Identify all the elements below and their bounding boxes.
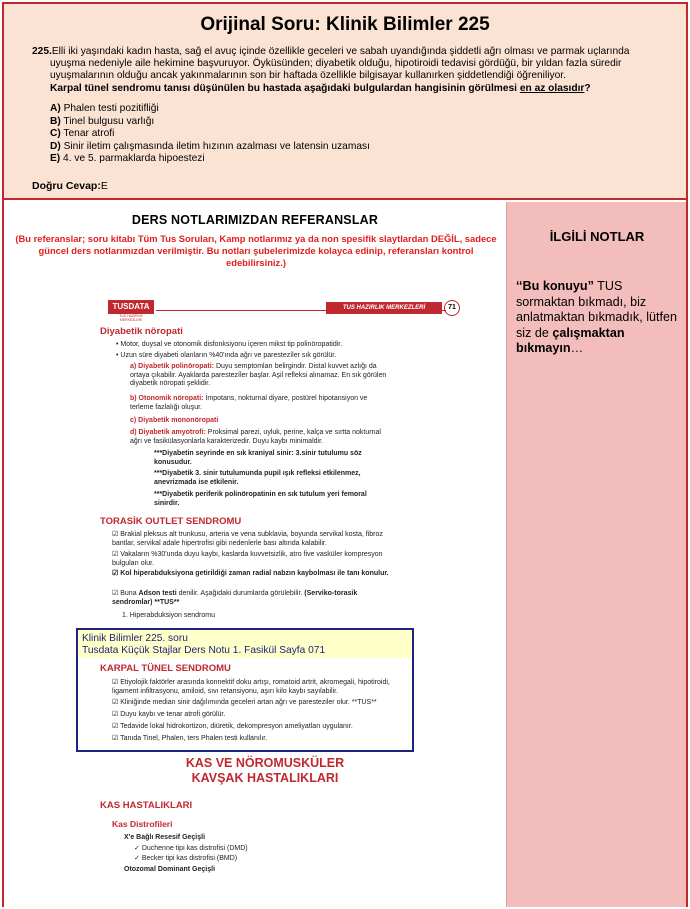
book-text: Vakaların %30'unda duyu kaybı, kaslarda kuvvetsizlik, atro five vasküler kompresyon bulguları olur. <box>112 551 383 567</box>
reference-label <box>78 630 412 658</box>
book-text: Etiyolojik faktörler arasında konnektif doku artışı, romatoid artrit, akromegali, hipotiroidi, ligament infiltrasyonu, amiloid, sıvı retansiyonu, aşırı kilo kaybı sayılabilir. <box>112 679 390 695</box>
option-letter: D) <box>50 140 61 152</box>
references-title: DERS NOTLARIMIZDAN REFERANSLAR <box>131 213 379 227</box>
options-list <box>50 103 642 166</box>
heading-karpal: KARPAL TÜNEL SENDROMU <box>100 663 231 674</box>
book-text: Uzun süre diyabeti olanların %40'ında ağrı ve parestezíler sık görülür. <box>120 352 337 359</box>
notes-quote-open: ‘‘ <box>516 279 523 293</box>
book-subtitle: d) Diyabetik amyotrofi: <box>130 429 206 436</box>
option-text: Phalen testi pozitifliği <box>63 103 159 114</box>
reference-label-line2: Tusdata Küçük Stajlar Ders Notu 1. Fasikül Sayfa 071 <box>82 644 326 656</box>
book-line: ☑ Tedavide lokal hidrokortizon, diüretik, dekompresyon ameliyatları uygulanır. <box>112 723 353 730</box>
notes-text <box>516 279 678 357</box>
book-text: Tanıda Tinel, Phalen, ters Phalen testi kullanılır. <box>120 735 268 742</box>
book-text: denilir. Aşağıdaki durumlarda görülebilir. <box>176 590 305 597</box>
header-title: TUS HAZIRLIK MERKEZLERİ <box>326 302 442 314</box>
page-frame <box>2 2 688 907</box>
heading-distrofi: Kas Distrofileri <box>112 819 173 829</box>
book-line: • Uzun süre diyabeti olanların %40'ında ağrı ve parestezíler sık görülür. <box>116 352 337 359</box>
book-item-b <box>130 395 392 412</box>
book-line: ☑ Kliniğinde median sinir dağılımında geceleri artan ağrı ve paresteziler olur. **TUS** <box>112 699 377 706</box>
book-text: Kliniğinde median sinir dağılımında geceleri artan ağrı ve paresteziler olur. **TUS** <box>120 699 377 706</box>
book-text: Duyu kaybı ve tenar atrofi görülür. <box>120 711 226 718</box>
book-star-note: ***Diyabetik 3. sinir tutulumunda pupil ışık refleksi etkilenmez, anevrizmada ise etkilenir. <box>154 470 361 486</box>
section-title-line2: KAVŞAK HASTALIKLARI <box>191 771 339 785</box>
book-star-note: ***Diyabetik periferik polinöropatinin en sık tutulum yeri femoral sinirdir. <box>154 491 367 507</box>
book-text: Proksimal parezi, uyluk, perine, kalça ve sırtta nokturnal ağrı ve fasikülasyonlarla karakterizedir. Duyu kaybı minimaldir. <box>130 429 381 445</box>
option-e[interactable] <box>50 153 642 166</box>
book-line: ☑ Vakaların %30'unda duyu kaybı, kaslarda kuvvetsizlik, atro five vasküler kompresyon bulguları olur. <box>112 551 383 567</box>
heading-torasik: TORASİK OUTLET SENDROMU <box>100 516 242 527</box>
notes-panel <box>506 202 686 907</box>
option-letter: B) <box>50 115 61 127</box>
book-line: ☑ Etiyolojik faktörler arasında konnektif doku artışı, romatoid artrit, akromegali, hipotiroidi, ligament infiltrasyonu, amiloid, sıvı retansiyonu, aşırı kilo kaybı sayılabilir. <box>112 679 390 695</box>
book-text: Tedavide lokal hidrokortizon, diüretik, dekompresyon ameliyatları uygulanır. <box>120 723 353 730</box>
book-text: Brakial pleksus alt trunkusu, arteria ve vena subklavia, boyunda servikal kosta, fibroz bantlar, servikal adale hipertrofisi gibi nedenlerle bası altında kalabilir. <box>112 531 383 547</box>
notes-bold-1: Bu konuyu” <box>522 279 594 293</box>
question-number: 225. <box>32 46 52 57</box>
book-text: Adson testi <box>138 590 177 597</box>
book-text: 1. Hiperabduksiyon sendromu <box>122 612 215 619</box>
option-b[interactable] <box>50 116 642 129</box>
book-text: İmpotans, nokturnal diyare, postürel hipotansiyon ve terleme fazlalığı oluşur. <box>130 395 368 411</box>
book-subtitle: b) Otonomik nöropati: <box>130 395 204 402</box>
option-text: 4. ve 5. parmaklarda hipoestezi <box>63 153 205 164</box>
book-text: Motor, duysal ve otonomik disfonksiyonu içeren mikst tip polinöropatidir. <box>120 341 343 348</box>
option-a[interactable] <box>50 103 642 116</box>
question-body <box>32 46 642 166</box>
notes-text-1: TUS sormaktan bıkmadı, biz anlatmaktan bıkmadık, lütfen siz de <box>516 279 678 340</box>
tusdata-logo: TUSDATA <box>108 300 154 314</box>
question-text-block <box>32 46 642 82</box>
book-text: Duyu semptomları belirgindir. Distal kuvvet azlığı da ortaya çıkabilir. Ayaklarda parestezíler başlar. Aşil refleksi alınamaz. En sık görülen diyabetik nöropati şeklidir. <box>130 363 387 388</box>
option-text: Sinir iletim çalışmasında iletim hızının azalması ve latensin uzaması <box>63 140 370 152</box>
heading-diyabetik: Diyabetik nöropati <box>100 326 183 337</box>
book-line: Otozomal Dominant Geçişli <box>124 866 216 873</box>
references-note: (Bu referanslar; soru kitabı Tüm Tus Soruları, Kamp notlarımız ya da non spesifik slaytlardan DEĞİL, sadece güncel ders notlarımızdan verilmiştir. Bu notları şubelerimizde kolayca edinip, referansları kontrol edebilirsiniz.) <box>15 233 497 268</box>
answer-value: E <box>100 180 108 192</box>
question-text: Elli iki yaşındaki kadın hasta, sağ el avuç içinde özellikle geceleri ve sabah uyandığında şiddetli ağrı olması ve parmak uçlarında uyuşma nedeniyle aile hekimine başvuruyor. Öyküsünden; diyabetik olduğu, hipotiroidi tedavisi gördüğü, bir yıldan fazla süredir uyuşmalarının olduğu ancak yakınmalarının son bir haftada özellikle bilgisayar kullanırken şiddetlendiği öğreniliyor. <box>50 46 630 81</box>
book-line: ☑ Tanıda Tinel, Phalen, ters Phalen testi kullanılır. <box>112 735 268 742</box>
notes-bold-2: çalışmaktan bıkmayın <box>516 325 625 355</box>
option-text: Tenar atrofi <box>63 128 115 139</box>
question-stem-end: ? <box>584 83 591 94</box>
book-line: ☑ Brakial pleksus alt trunkusu, arteria ve vena subklavia, boyunda servikal kosta, fibroz bantlar, servikal adale hipertrofisi gibi nedenlerle bası altında kalabilir. <box>112 531 383 547</box>
book-line: ☑ Buna Adson testi denilir. Aşağıdaki durumlarda görülebilir. (Serviko-torasik sendromlar) **TUS** <box>112 590 358 606</box>
page-number: 71 <box>444 300 460 316</box>
section-title-line1: KAS VE NÖROMUSKÜLER <box>185 756 345 770</box>
book-page-header <box>100 300 464 322</box>
option-letter: E) <box>50 153 61 164</box>
book-line: ☑ Duyu kaybı ve tenar atrofi görülür. <box>112 711 226 718</box>
heading-kas: KAS HASTALIKLARI <box>100 800 193 811</box>
book-line: ✓ Becker tipi kas distrofisi (BMD) <box>134 855 238 862</box>
correct-answer <box>32 180 108 192</box>
notes-text-end: … <box>570 341 584 355</box>
reference-label-line1: Klinik Bilimler 225. soru <box>82 633 188 644</box>
book-line: • Motor, duysal ve otonomik disfonksiyonu içeren mikst tip polinöropatidir. <box>116 341 343 348</box>
book-subtitle: c) Diyabetik mononöropati <box>130 417 219 424</box>
book-text: Duchenne tipi kas distrofisi (DMD) <box>141 845 248 852</box>
book-text: Kol hiperabduksiyona getirildiği zaman radial nabzın kaybolması ile tanı konulur. <box>120 570 389 577</box>
option-c[interactable] <box>50 128 642 141</box>
option-text: Tinel bulgusu varlığı <box>63 115 155 127</box>
book-text: Buna <box>120 590 139 597</box>
book-item-a <box>130 363 392 389</box>
book-line: ✓ Duchenne tipi kas distrofisi (DMD) <box>134 845 248 852</box>
option-d[interactable] <box>50 141 642 154</box>
book-line: X'e Bağlı Resesif Geçişli <box>124 834 206 841</box>
book-subtitle: a) Diyabetik polinöropati: <box>130 363 215 370</box>
option-letter: C) <box>50 128 61 139</box>
tusdata-logo-sub: TUS HAZIRLIK MERKEZLERİ <box>119 314 143 322</box>
answer-label: Doğru Cevap: <box>32 180 101 192</box>
question-panel <box>4 4 686 200</box>
book-text: Becker tipi kas distrofisi (BMD) <box>141 855 238 862</box>
book-line <box>122 612 392 621</box>
question-stem <box>50 83 642 95</box>
question-title: Orijinal Soru: Klinik Bilimler 225 <box>200 14 490 35</box>
book-text: (Serviko-torasik sendromlar) **TUS** <box>112 590 358 606</box>
question-stem-main: Karpal tünel sendromu tanısı düşünülen bu hastada aşağıdaki bulgulardan hangisinin görülmesi <box>50 83 517 94</box>
question-stem-underlined: en az olasıdır <box>519 83 585 94</box>
book-item-d <box>130 429 392 446</box>
notes-title: İLGİLİ NOTLAR <box>549 229 645 244</box>
book-line: ☑ Kol hiperabduksiyona getirildiği zaman radial nabzın kaybolması ile tanı konulur. <box>112 570 389 577</box>
option-letter: A) <box>50 103 61 114</box>
book-star-note: ***Diyabetin seyrinde en sık kraniyal sinir: 3.sinir tutulumu söz konusudur. <box>154 450 362 466</box>
book-item-c <box>130 417 392 426</box>
